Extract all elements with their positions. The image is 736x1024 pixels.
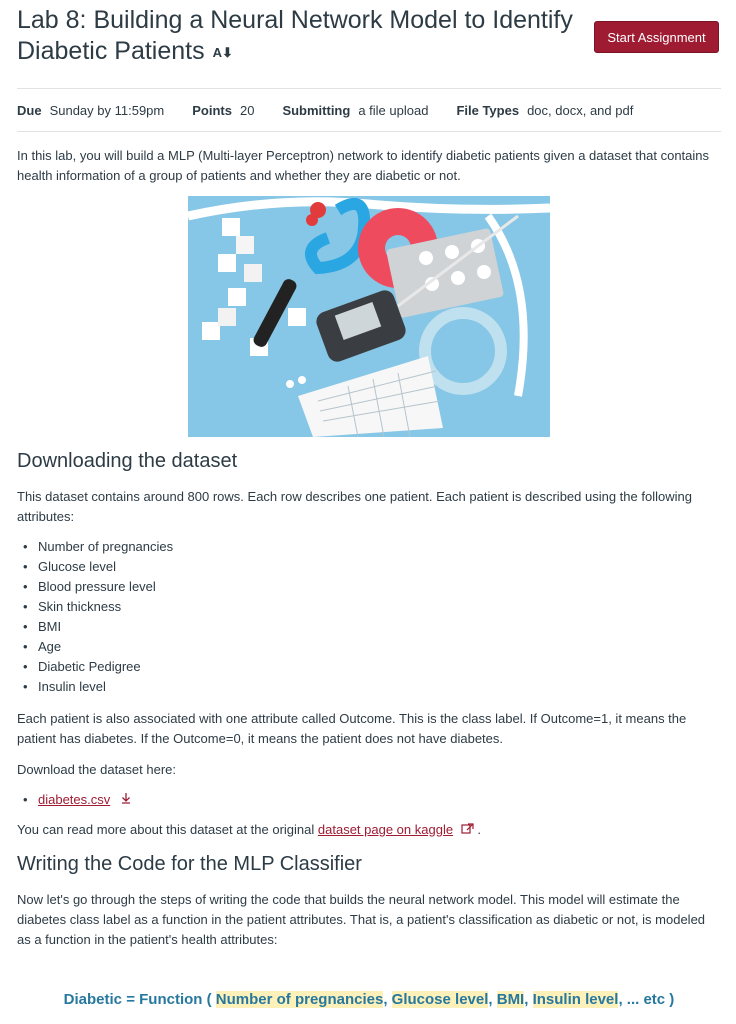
due-detail: Due Sunday by 11:59pm xyxy=(17,102,165,118)
file-types-detail: File Types doc, docx, and pdf xyxy=(456,102,634,118)
list-item: • Insulin level xyxy=(17,677,173,697)
list-item xyxy=(17,790,132,810)
formula-term: Glucose level xyxy=(391,991,489,1008)
list-item: • Blood pressure level xyxy=(17,577,173,597)
mlp-description: Now let's go through the steps of writing the code that builds the neural network model. This model will estimate the diabetes class label as a function in the patient attributes. That is, a patient's classification as diabetic or not, is modeled as a function in the patient's health attributes: xyxy=(17,892,706,947)
submitting-detail: Submitting a file upload xyxy=(282,102,429,118)
page-title-text: Lab 8: Building a Neural Network Model to Identify Diabetic Patients xyxy=(17,6,573,65)
formula-term: Number of pregnancies xyxy=(215,991,384,1008)
points-detail: Points 20 xyxy=(192,102,255,118)
external-link-icon[interactable] xyxy=(457,822,477,837)
download-label: Download the dataset here: xyxy=(17,762,176,777)
kaggle-paragraph: You can read more about this dataset at the original dataset page on kaggle . xyxy=(17,822,481,837)
section-heading-mlp: Writing the Code for the MLP Classifier xyxy=(17,853,362,875)
intro-paragraph: In this lab, you will build a MLP (Multi-layer Perceptron) network to identify diabetic patients given a dataset that contains health information of a group of patients and whether they are diabetic or not. xyxy=(17,148,710,183)
attribute-list xyxy=(17,537,173,697)
outcome-paragraph: Each patient is also associated with one attribute called Outcome. This is the class label. If Outcome=1, it means the patient has diabetes. If the Outcome=0, it means the patient does not have diabetes. xyxy=(17,711,687,746)
formula-term: Insulin level xyxy=(532,991,619,1008)
list-item: • BMI xyxy=(17,617,173,637)
list-item: • Glucose level xyxy=(17,557,173,577)
list-item: • Number of pregnancies xyxy=(17,537,173,557)
accessibility-icon[interactable]: A⬇ xyxy=(212,44,233,60)
list-item: • Diabetic Pedigree xyxy=(17,657,173,677)
assignment-details xyxy=(17,88,721,132)
start-assignment-button[interactable]: Start Assignment xyxy=(594,21,719,53)
diabetes-illustration xyxy=(188,196,550,437)
list-item: • Skin thickness xyxy=(17,597,173,617)
hero-image-svg xyxy=(188,196,550,437)
list-item: • Age xyxy=(17,637,173,657)
dataset-description: This dataset contains around 800 rows. Each row describes one patient. Each patient is described using the following attributes: xyxy=(17,489,692,524)
section-heading-dataset: Downloading the dataset xyxy=(17,450,238,472)
page-title xyxy=(17,5,577,68)
formula: Diabetic = Function ( Number of pregnancies, Glucose level, BMI, Insulin level, ... etc ) xyxy=(63,991,675,1008)
diabetes-csv-link[interactable]: diabetes.csv xyxy=(38,792,111,807)
kaggle-link[interactable]: dataset page on kaggle xyxy=(317,822,454,837)
formula-term: BMI xyxy=(496,991,525,1008)
download-icon[interactable] xyxy=(116,792,132,807)
download-list xyxy=(17,790,132,810)
